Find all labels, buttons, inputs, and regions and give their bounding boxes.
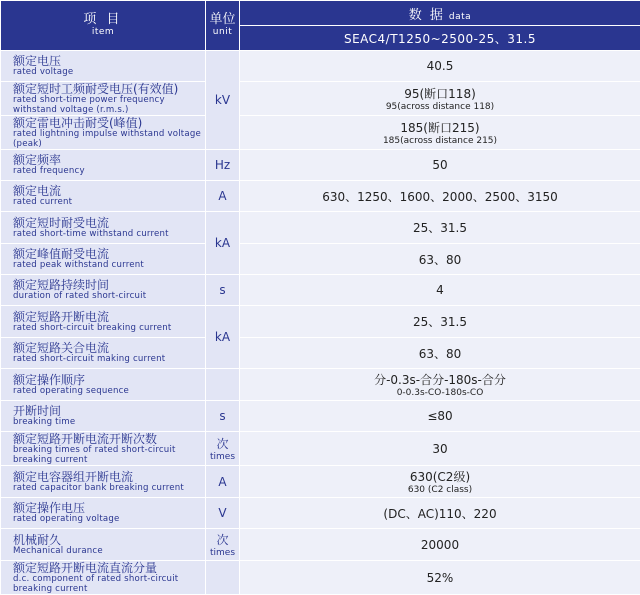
item-en: rated operating voltage xyxy=(13,515,205,525)
row-value xyxy=(240,51,640,82)
value-sub: 95(across distance 118) xyxy=(240,102,640,112)
row-item xyxy=(1,498,206,529)
header-unit-cn: 单位 xyxy=(206,13,239,27)
item-cn: 额定电流 xyxy=(13,184,205,198)
row-item xyxy=(1,51,206,82)
row-value xyxy=(240,150,640,181)
item-cn: 额定短路关合电流 xyxy=(13,341,205,355)
row-value xyxy=(240,275,640,306)
unit-cn: s xyxy=(206,283,239,297)
item-en: breaking times of rated short-circuit breaking current xyxy=(13,446,205,465)
row-item xyxy=(1,306,206,338)
row-unit xyxy=(206,150,240,181)
table-row xyxy=(1,116,640,150)
value-main: 52% xyxy=(240,571,640,585)
unit-en: times xyxy=(206,548,239,558)
item-cn: 额定操作电压 xyxy=(13,501,205,515)
row-value xyxy=(240,432,640,466)
table-row xyxy=(1,150,640,181)
row-item xyxy=(1,116,206,150)
table-row xyxy=(1,369,640,401)
value-main: 4 xyxy=(240,283,640,297)
unit-cn: s xyxy=(206,409,239,423)
value-sub: 185(across distance 215) xyxy=(240,136,640,146)
row-unit xyxy=(206,432,240,466)
value-main: 63、80 xyxy=(240,345,640,362)
row-item xyxy=(1,212,206,244)
row-unit xyxy=(206,212,240,275)
table-row xyxy=(1,561,640,595)
unit-en: times xyxy=(206,452,239,462)
table-row xyxy=(1,244,640,275)
value-main: 分-0.3s-合分-180s-合分 xyxy=(240,371,640,388)
header-data xyxy=(240,1,640,26)
table-row xyxy=(1,212,640,244)
value-main: 63、80 xyxy=(240,251,640,268)
item-cn: 额定频率 xyxy=(13,153,205,167)
table-row xyxy=(1,432,640,466)
header-item-en: item xyxy=(1,27,205,38)
row-item xyxy=(1,244,206,275)
item-cn: 额定短路开断电流 xyxy=(13,310,205,324)
item-en: rated voltage xyxy=(13,68,205,78)
item-cn: 额定短路开断电流直流分量 xyxy=(13,561,205,575)
item-cn: 额定短时工频耐受电压(有效值) xyxy=(13,82,205,96)
item-cn: 额定短路持续时间 xyxy=(13,278,205,292)
row-value xyxy=(240,401,640,432)
row-value xyxy=(240,116,640,150)
unit-cn: A xyxy=(206,189,239,203)
item-en: duration of rated short-circuit xyxy=(13,292,205,302)
value-main: 25、31.5 xyxy=(240,219,640,236)
header-item-cn: 项 目 xyxy=(1,13,205,27)
value-main: 630(C2级) xyxy=(240,468,640,485)
value-main: 30 xyxy=(240,442,640,456)
item-cn: 额定操作顺序 xyxy=(13,373,205,387)
row-value xyxy=(240,338,640,369)
row-unit xyxy=(206,529,240,561)
header-data-cn: 数 据 xyxy=(409,8,445,23)
row-value xyxy=(240,181,640,212)
item-cn: 额定雷电冲击耐受(峰值) xyxy=(13,116,205,130)
header-data-en: data xyxy=(449,12,471,22)
item-en: rated peak withstand current xyxy=(13,261,205,271)
item-en: breaking time xyxy=(13,418,205,428)
row-item xyxy=(1,529,206,561)
table-row xyxy=(1,181,640,212)
table-row xyxy=(1,51,640,82)
value-main: 50 xyxy=(240,158,640,172)
item-cn: 额定短时耐受电流 xyxy=(13,216,205,230)
row-unit xyxy=(206,275,240,306)
row-unit xyxy=(206,561,240,595)
unit-cn: kV xyxy=(206,93,239,107)
row-unit xyxy=(206,466,240,498)
row-item xyxy=(1,561,206,595)
unit-cn: 次 xyxy=(206,435,239,452)
row-item xyxy=(1,338,206,369)
row-item xyxy=(1,466,206,498)
value-main: 40.5 xyxy=(240,59,640,73)
value-sub: 0-0.3s-CO-180s-CO xyxy=(240,388,640,398)
row-unit xyxy=(206,401,240,432)
row-value xyxy=(240,212,640,244)
item-en: rated operating sequence xyxy=(13,387,205,397)
row-value xyxy=(240,306,640,338)
value-main: 185(断口215) xyxy=(240,119,640,136)
table-row xyxy=(1,401,640,432)
table-row xyxy=(1,82,640,116)
row-unit xyxy=(206,498,240,529)
item-cn: 额定峰值耐受电流 xyxy=(13,247,205,261)
table-row xyxy=(1,529,640,561)
row-unit xyxy=(206,369,240,401)
item-en: Mechanical durance xyxy=(13,547,205,557)
item-en: rated frequency xyxy=(13,167,205,177)
header-unit xyxy=(206,1,240,51)
unit-cn: Hz xyxy=(206,158,239,172)
item-cn: 额定电容器组开断电流 xyxy=(13,470,205,484)
row-item xyxy=(1,150,206,181)
header-unit-en: unit xyxy=(206,27,239,38)
item-cn: 机械耐久 xyxy=(13,533,205,547)
row-value xyxy=(240,498,640,529)
unit-cn: 次 xyxy=(206,531,239,548)
table-row xyxy=(1,466,640,498)
value-main: 25、31.5 xyxy=(240,313,640,330)
item-en: rated short-circuit breaking current xyxy=(13,324,205,334)
row-value xyxy=(240,466,640,498)
row-item xyxy=(1,369,206,401)
value-main: (DC、AC)110、220 xyxy=(240,505,640,522)
row-item xyxy=(1,82,206,116)
item-en: rated short-time withstand current xyxy=(13,230,205,240)
value-sub: 630 (C2 class) xyxy=(240,485,640,495)
row-value xyxy=(240,82,640,116)
value-main: 95(断口118) xyxy=(240,85,640,102)
table-row xyxy=(1,306,640,338)
item-en: d.c. component of rated short-circuit breaking current xyxy=(13,575,205,594)
row-unit xyxy=(206,51,240,150)
item-en: rated lightning impulse withstand voltage (peak) xyxy=(13,130,205,149)
unit-cn: kA xyxy=(206,330,239,344)
value-main: 630、1250、1600、2000、2500、3150 xyxy=(240,188,640,205)
item-en: rated short-circuit making current xyxy=(13,355,205,365)
item-en: rated capacitor bank breaking current xyxy=(13,484,205,494)
row-unit xyxy=(206,306,240,369)
item-en: rated current xyxy=(13,198,205,208)
table-row xyxy=(1,275,640,306)
header-item xyxy=(1,1,206,51)
row-item xyxy=(1,401,206,432)
row-value xyxy=(240,369,640,401)
row-value xyxy=(240,529,640,561)
item-cn: 额定电压 xyxy=(13,54,205,68)
item-cn: 开断时间 xyxy=(13,404,205,418)
row-item xyxy=(1,432,206,466)
unit-cn: kA xyxy=(206,236,239,250)
item-en: rated short-time power frequency withstand voltage (r.m.s.) xyxy=(13,96,205,115)
value-main: ≤80 xyxy=(240,409,640,423)
row-unit xyxy=(206,181,240,212)
row-item xyxy=(1,181,206,212)
row-item xyxy=(1,275,206,306)
row-value xyxy=(240,561,640,595)
unit-cn: V xyxy=(206,506,239,520)
value-main: 20000 xyxy=(240,538,640,552)
table-row xyxy=(1,498,640,529)
table-row xyxy=(1,338,640,369)
item-cn: 额定短路开断电流开断次数 xyxy=(13,432,205,446)
header-model: SEAC4/T1250~2500-25、31.5 xyxy=(240,26,640,51)
row-value xyxy=(240,244,640,275)
unit-cn: A xyxy=(206,475,239,489)
header-row xyxy=(1,1,640,26)
